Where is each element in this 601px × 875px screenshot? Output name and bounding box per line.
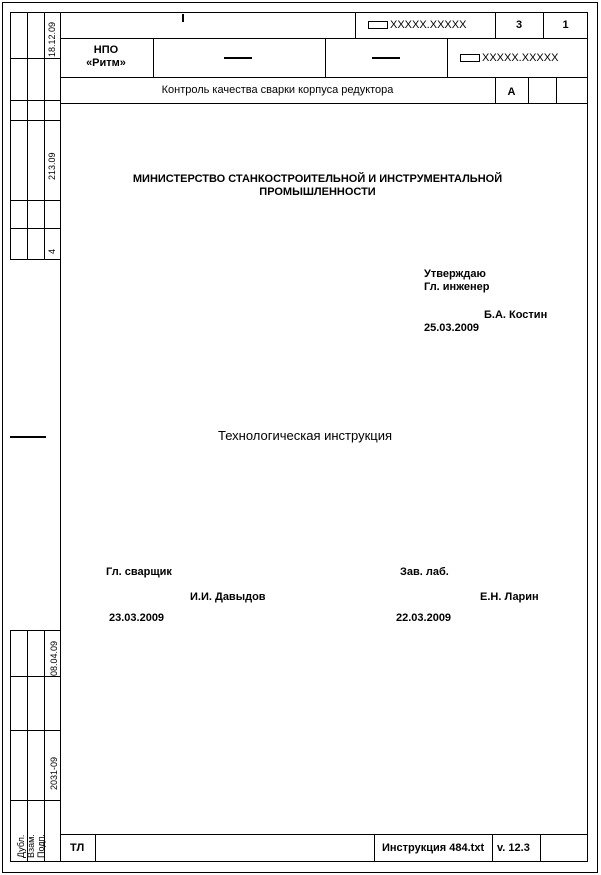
strip-date-bottom: 08.04.09 <box>49 640 59 676</box>
hdr-row1-bottom <box>60 38 588 39</box>
footer-sep4 <box>540 834 541 862</box>
hdr-r1-sep1 <box>355 12 356 38</box>
strip-bot-row3 <box>10 800 61 801</box>
hdr-r2-sep3 <box>447 38 448 77</box>
footer-code: ТЛ <box>70 842 85 854</box>
approve-role: Гл. инженер <box>424 281 490 293</box>
ministry-heading: МИНИСТЕРСТВО СТАНКОСТРОИТЕЛЬНОЙ И ИНСТРУМЕНТАЛЬНОЙ ПРОМЫШЛЕННОСТИ <box>132 173 503 198</box>
sig2-date: 22.03.2009 <box>396 612 452 624</box>
strip-top-row4 <box>10 200 61 201</box>
strip-top-row3 <box>10 120 61 121</box>
approve-date: 25.03.2009 <box>424 322 480 334</box>
strip-date-top: 18.12.09 <box>47 21 57 57</box>
strip-label-dubl: Дубл. <box>16 834 26 858</box>
approve-label: Утверждаю <box>424 268 486 280</box>
hdr-org: НПО «Ритм» <box>86 44 126 69</box>
sig1-role: Гл. сварщик <box>106 566 172 578</box>
footer-top <box>60 834 588 835</box>
strip-top-row1 <box>10 58 61 59</box>
document-title: Технологическая инструкция <box>218 428 393 443</box>
strip-bot-col1 <box>27 630 28 862</box>
strip-bot-row1 <box>10 676 61 677</box>
hdr-r2-sep2 <box>325 38 326 77</box>
hdr-r3-sep3 <box>556 77 557 103</box>
sig1-date: 23.03.2009 <box>109 612 165 624</box>
strip-dash <box>10 436 46 438</box>
hdr-r2-sep1 <box>153 38 154 77</box>
footer-sep3 <box>492 834 493 862</box>
strip-bot-row2 <box>10 730 61 731</box>
strip-bot-col2 <box>44 630 45 862</box>
hdr-r3-sep2 <box>528 77 529 103</box>
hdr-dash1 <box>224 57 252 59</box>
footer-file: Инструкция 484.txt <box>382 842 485 854</box>
approve-name: Б.А. Костин <box>484 309 548 321</box>
strip-num: 4 <box>47 248 57 254</box>
hdr-r1-tick <box>182 14 184 22</box>
strip-top-row2 <box>10 100 61 101</box>
strip-top-col1 <box>27 12 28 260</box>
sig1-name: И.И. Давыдов <box>190 591 266 603</box>
strip-label-podp: Подп. <box>36 834 46 858</box>
hdr-sheets: 1 <box>562 19 569 31</box>
rectangle-icon <box>368 21 388 29</box>
hdr-dash2 <box>372 57 400 59</box>
rectangle-icon <box>460 54 480 62</box>
sig2-role: Зав. лаб. <box>400 566 449 578</box>
hdr-code2 <box>460 52 558 64</box>
strip-code-bottom: 2031-09 <box>49 756 59 790</box>
footer-sep1 <box>95 834 96 862</box>
hdr-row2-bottom <box>60 77 588 78</box>
hdr-row3-bottom <box>60 103 588 104</box>
strip-label-vzam: Взам. <box>26 834 36 858</box>
strip-top-row5 <box>10 228 61 229</box>
strip-top-col2 <box>44 12 45 260</box>
hdr-doc-title: Контроль качества сварки корпуса редуктора <box>161 84 394 96</box>
hdr-top-code-text: XXXXX.XXXXX <box>390 19 467 31</box>
strip-code-mid: 213.09 <box>47 152 57 180</box>
footer-version: v. 12.3 <box>497 842 530 854</box>
hdr-top-code <box>368 19 466 31</box>
sig2-name: Е.Н. Ларин <box>480 591 539 603</box>
hdr-code2-text: XXXXX.XXXXX <box>482 52 559 64</box>
hdr-letter: А <box>507 86 516 98</box>
footer-sep2 <box>374 834 375 862</box>
hdr-sheet: 3 <box>515 19 523 31</box>
